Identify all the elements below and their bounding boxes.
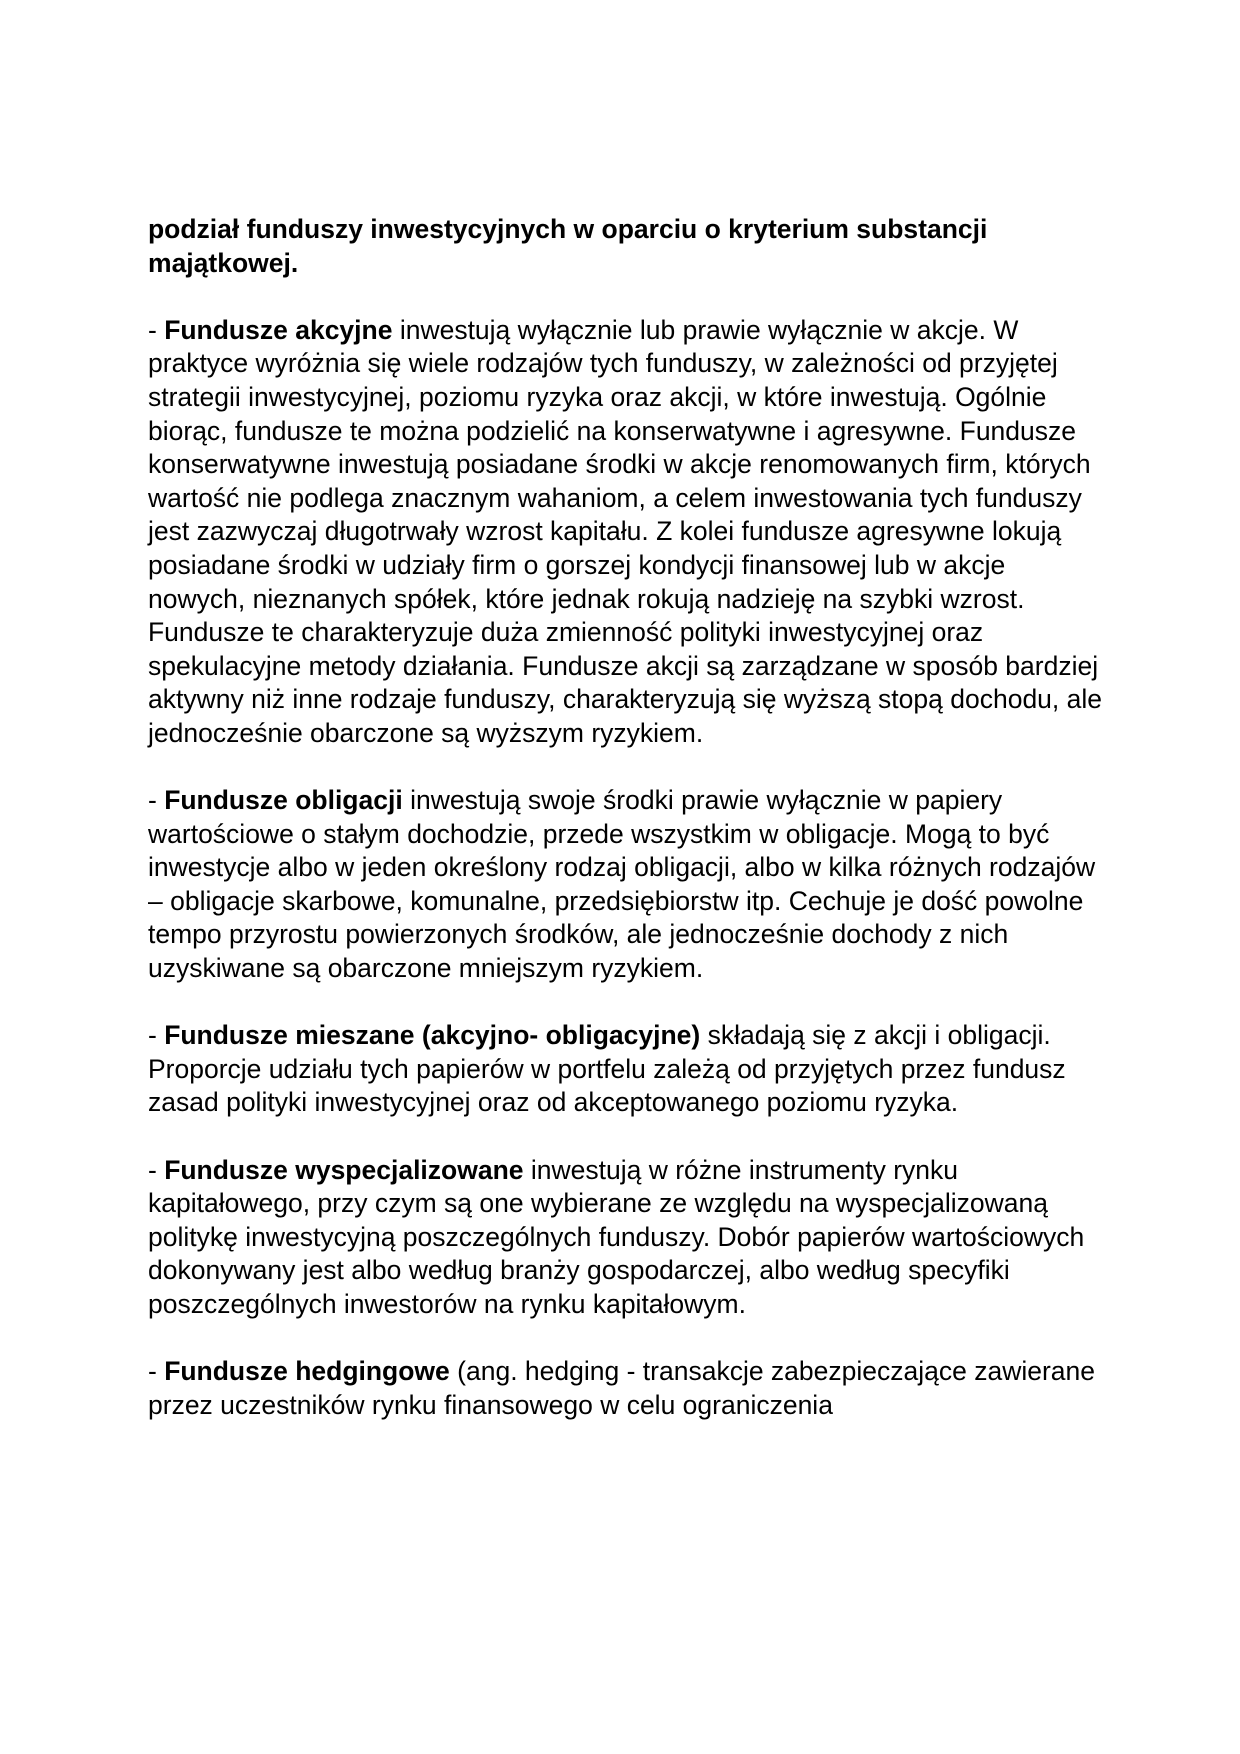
term-fundusze-wyspecjalizowane: Fundusze wyspecjalizowane [164,1154,524,1185]
term-fundusze-obligacji: Fundusze obligacji [164,785,403,816]
term-fundusze-akcyjne: Fundusze akcyjne [164,314,393,345]
paragraph-prefix: - [148,1154,165,1185]
paragraph-fundusze-obligacji [148,784,1108,986]
paragraph-fundusze-mieszane [148,1019,1108,1120]
paragraph-fundusze-hedgingowe [148,1355,1108,1422]
term-fundusze-hedgingowe: Fundusze hedgingowe [164,1356,450,1387]
term-fundusze-mieszane: Fundusze mieszane (akcyjno- obligacyjne) [164,1020,701,1051]
paragraph-text: inwestują w różne instrumenty rynku kapitałowego, przy czym są one wybierane ze względu na wyspecjalizowaną politykę inwestycyjną poszczególnych funduszy. Dobór papierów wartościowych dokonywany jest albo według branży gospodarczej, albo według specyfiki poszczególnych inwestorów na rynku kapitałowym. [148,1154,1085,1319]
document-title: podział funduszy inwestycyjnych w oparciu o kryterium substancji majątkowej. [148,214,988,278]
paragraph-text: składają się z akcji i obligacji. Proporcje udziału tych papierów w portfelu zależą od przyjętych przez fundusz zasad polityki inwestycyjnej oraz od akceptowanego poziomu ryzyka. [148,1020,1066,1118]
paragraph-prefix: - [148,1020,165,1051]
paragraph-prefix: - [148,785,165,816]
paragraph-fundusze-akcyjne [148,314,1108,751]
paragraph-prefix: - [148,1356,165,1387]
document-body [148,213,1108,1422]
paragraph-fundusze-wyspecjalizowane [148,1154,1108,1322]
paragraph-text: inwestują wyłącznie lub prawie wyłącznie w akcje. W praktyce wyróżnia się wiele rodzajów tych funduszy, w zależności od przyjętej strategii inwestycyjnej, poziomu ryzyka oraz akcji, w które inwestują. Ogólnie biorąc, fundusze te można podzielić na konserwatywne i agresywne. Fundusze konserwatywne inwestują posiadane środki w akcje renomowanych firm, których wartość nie podlega znacznym wahaniom, a celem inwestowania tych funduszy jest zazwyczaj długotrwały wzrost kapitału. Z kolei fundusze agresywne lokują posiadane środki w udziały firm o gorszej kondycji finansowej lub w akcje nowych, nieznanych spółek, które jednak rokują nadzieję na szybki wzrost. Fundusze te charakteryzuje duża zmienność polityki inwestycyjnej oraz spekulacyjne metody działania. Fundusze akcji są zarządzane w sposób bardziej aktywny niż inne rodzaje funduszy, charakteryzują się wyższą stopą dochodu, ale jednocześnie obarczone są wyższym ryzykiem. [148,314,1103,748]
paragraph-text: inwestują swoje środki prawie wyłącznie w papiery wartościowe o stałym dochodzie, przede wszystkim w obligacje. Mogą to być inwestycje albo w jeden określony rodzaj obligacji, albo w kilka różnych rodzajów – obligacje skarbowe, komunalne, przedsiębiorstw itp. Cechuje je dość powolne tempo przyrostu powierzonych środków, ale jednocześnie dochody z nich uzyskiwane są obarczone mniejszym ryzykiem. [148,785,1096,984]
paragraph-prefix: - [148,314,165,345]
paragraph-text: (ang. hedging - transakcje zabezpieczające zawierane przez uczestników rynku finansowego w celu ograniczenia [148,1356,1096,1420]
